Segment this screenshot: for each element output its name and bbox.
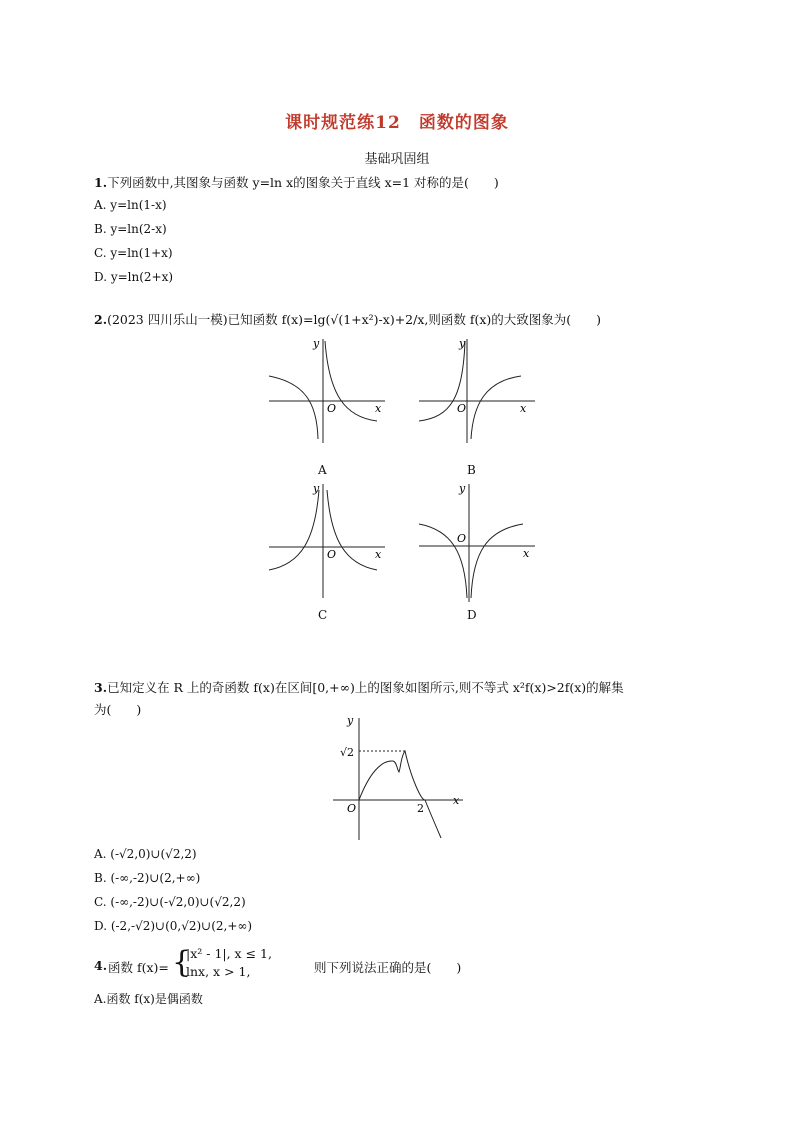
- question-text: (2023 四川乐山一模)已知函数 f(x)=lg(√(1+x²)-x)+2/x,则函数 f(x)的大致图象为( ): [107, 312, 602, 327]
- x-axis-label: x: [523, 547, 530, 560]
- page-title: 课时规范练12 函数的图象: [285, 113, 509, 133]
- q1-option-b: B. y=ln(2-x): [94, 222, 167, 236]
- origin-label: O: [457, 532, 467, 545]
- q2-label-b: B: [467, 463, 476, 477]
- question-text-line1: 已知定义在 R 上的奇函数 f(x)在区间[0,+∞)上的图象如图所示,则不等式 x²f(x)>2f(x)的解集: [107, 680, 624, 695]
- q2-graph-d: [415, 480, 540, 605]
- x-axis-label: x: [520, 402, 527, 415]
- piecewise-case-2: lnx, x > 1,: [186, 964, 251, 979]
- q1-option-c: C. y=ln(1+x): [94, 246, 173, 260]
- q2-label-c: C: [318, 608, 328, 622]
- y-axis-label: y: [313, 482, 320, 495]
- q2-graph-c: [265, 480, 390, 600]
- y-tick-sqrt2: √2: [340, 746, 355, 759]
- q1-option-d: D. y=ln(2+x): [94, 270, 174, 284]
- q2-graph-a: [265, 335, 390, 445]
- x-tick-2: 2: [417, 802, 424, 815]
- q2-label-d: D: [467, 608, 477, 622]
- x-axis-label: x: [375, 402, 382, 415]
- brace-symbol: {: [172, 945, 192, 980]
- origin-label: O: [327, 402, 337, 415]
- question-3-line2: 为( ): [94, 702, 142, 717]
- q3-option-c: C. (-∞,-2)∪(-√2,0)∪(√2,2): [94, 895, 246, 909]
- question-number: 4.: [94, 958, 108, 973]
- q3-option-a: A. (-√2,0)∪(√2,2): [94, 847, 197, 861]
- x-axis-label: x: [375, 548, 382, 561]
- question-text: 则下列说法正确的是( ): [314, 960, 462, 975]
- y-axis-label: y: [459, 482, 466, 495]
- q3-option-d: D. (-2,-√2)∪(0,√2)∪(2,+∞): [94, 919, 253, 933]
- origin-label: O: [327, 548, 337, 561]
- origin-label: O: [347, 802, 357, 815]
- question-3: [94, 678, 624, 696]
- origin-label: O: [457, 402, 467, 415]
- x-axis-label: x: [453, 794, 460, 807]
- question-1: [94, 173, 499, 191]
- question-2: [94, 310, 601, 328]
- question-text: 下列函数中,其图象与函数 y=ln x的图象关于直线 x=1 对称的是( ): [107, 175, 499, 190]
- q3-option-b: B. (-∞,-2)∪(2,+∞): [94, 871, 201, 885]
- question-number: 3.: [94, 680, 108, 695]
- function-prefix: 函数 f(x)=: [108, 960, 169, 975]
- y-axis-label: y: [313, 337, 320, 350]
- piecewise-case-1: |x² - 1|, x ≤ 1,: [186, 946, 272, 961]
- q2-graph-b: [415, 335, 540, 445]
- y-axis-label: y: [459, 337, 466, 350]
- y-axis-label: y: [347, 714, 354, 727]
- question-number: 2.: [94, 312, 108, 327]
- q1-option-a: A. y=ln(1-x): [94, 198, 167, 212]
- q2-label-a: A: [318, 463, 327, 477]
- question-number: 1.: [94, 175, 108, 190]
- section-heading: 基础巩固组: [364, 152, 430, 167]
- q3-graph: [325, 712, 470, 842]
- q4-option-a: A.函数 f(x)是偶函数: [94, 992, 203, 1006]
